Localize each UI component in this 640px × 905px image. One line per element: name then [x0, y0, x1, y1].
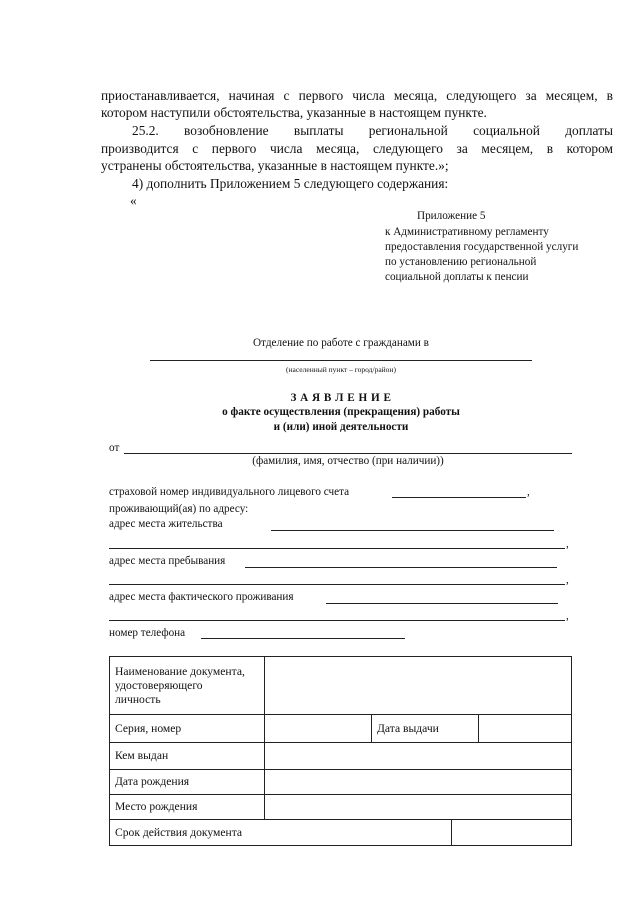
snils-label: страховой номер индивидуального лицевого счета — [109, 486, 350, 498]
open-quote: « — [130, 193, 137, 208]
body-line-1: приостанавливается, начиная с первого числа месяца, следующего за месяцем, в — [101, 88, 613, 103]
birth-date-value[interactable] — [265, 770, 572, 795]
actual-line-1[interactable] — [326, 603, 558, 604]
stay-label: адрес места пребывания — [109, 555, 226, 567]
issue-date-label: Дата выдачи — [372, 715, 479, 743]
table-row — [110, 795, 572, 820]
residence-line-2[interactable] — [109, 548, 565, 549]
id-document-table — [109, 656, 572, 846]
statement-subtitle-2: и (или) иной деятельности — [273, 421, 409, 433]
comma: , — [566, 574, 569, 586]
from-label: от — [109, 442, 120, 454]
doc-name-label: Наименование документа, удостоверяющего личность — [110, 657, 265, 715]
doc-name-value[interactable] — [265, 657, 572, 715]
series-number-value[interactable] — [265, 715, 372, 743]
comma: , — [566, 610, 569, 622]
stay-line-2[interactable] — [109, 584, 565, 585]
body-line-3: 25.2. возобновление выплаты региональной социальной доплаты — [132, 123, 613, 138]
fio-hint: (фамилия, имя, отчество (при наличии)) — [252, 455, 444, 467]
snils-line[interactable] — [392, 497, 526, 498]
phone-line[interactable] — [201, 638, 405, 639]
phone-label: номер телефона — [109, 627, 186, 639]
appendix-line: предоставления государственной услуги — [385, 241, 579, 253]
table-row — [110, 715, 572, 743]
residence-line-1[interactable] — [271, 530, 554, 531]
table-row — [110, 743, 572, 770]
comma: , — [527, 486, 530, 498]
birth-place-value[interactable] — [265, 795, 572, 820]
issued-by-value[interactable] — [265, 743, 572, 770]
body-line-2: котором наступили обстоятельства, указанные в настоящем пункте. — [101, 105, 487, 120]
birth-place-label: Место рождения — [110, 795, 265, 820]
statement-subtitle-1: о факте осуществления (прекращения) работы — [222, 406, 460, 418]
department-underline — [150, 360, 532, 361]
department-hint: (населенный пункт – город/район) — [286, 365, 396, 374]
fio-line[interactable] — [124, 453, 572, 454]
birth-date-label: Дата рождения — [110, 770, 265, 795]
residing-label: проживающий(ая) по адресу: — [109, 503, 249, 515]
series-number-label: Серия, номер — [110, 715, 265, 743]
appendix-title: Приложение 5 — [417, 210, 486, 222]
body-line-6: 4) дополнить Приложением 5 следующего содержания: — [132, 176, 449, 191]
issue-date-value[interactable] — [479, 715, 572, 743]
residence-label: адрес места жительства — [109, 518, 223, 530]
validity-label: Срок действия документа — [110, 820, 452, 846]
stay-line-1[interactable] — [245, 567, 557, 568]
actual-line-2[interactable] — [109, 620, 565, 621]
table-row — [110, 770, 572, 795]
table-row — [110, 657, 572, 715]
actual-label: адрес места фактического проживания — [109, 591, 294, 603]
body-line-5: устранены обстоятельства, указанные в настоящем пункте.»; — [101, 158, 449, 173]
issued-by-label: Кем выдан — [110, 743, 265, 770]
body-line-4: производится с первого числа месяца, следующего за месяцем, в котором — [101, 141, 613, 156]
validity-value[interactable] — [452, 820, 572, 846]
table-row — [110, 820, 572, 846]
appendix-line: по установлению региональной — [385, 256, 537, 268]
department-text: Отделение по работе с гражданами в — [253, 337, 429, 349]
appendix-line: к Административному регламенту — [385, 226, 549, 238]
statement-title: З А Я В Л Е Н И Е — [290, 392, 392, 404]
appendix-line: социальной доплаты к пенсии — [385, 271, 529, 283]
comma: , — [566, 538, 569, 550]
